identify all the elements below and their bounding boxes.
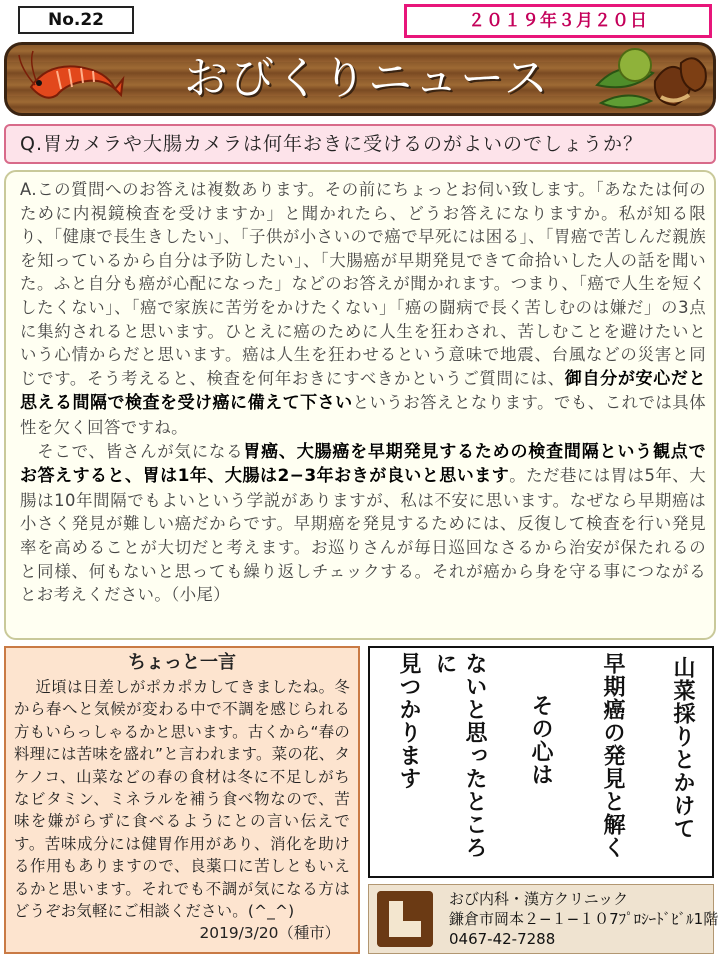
chestnut-icon xyxy=(591,45,709,115)
column-signature: 2019/3/20（種市） xyxy=(199,924,340,943)
column-box xyxy=(4,646,360,954)
riddle-box xyxy=(368,646,714,878)
riddle-line-1: 山菜採りとかけて xyxy=(670,656,696,840)
issue-date: ２０１９年３月２０日 xyxy=(404,4,712,38)
column-title: ちょっと一言 xyxy=(128,652,236,673)
column-body: 近頃は日差しがポカポカしてきましたね。冬から春へと気候が変わる中で不調を感じられる方もいらっしゃるかと思います。古くから“春の料理には苦味を盛れ”と言われます。菜の花、タケノコ、山菜などの春の食材は冬に不足しがちなビタミン、ミネラルを補う食べ物なので、苦味を嫌がらずに食べるようにとの言い伝えです。苦味成分には健胃作用があり、消化を助ける作用もありますので、良薬口に苦しともいえるかと思います。それでも不調が気になる方はどうぞお気軽にご相談ください。(^_^) xyxy=(14,678,350,921)
answer-paragraph-1: A.この質問へのお答えは複数あります。その前にちょっとお伺い致します。「あなたは何のために内視鏡検査を受けますか」と聞かれたら、どうお答えになりますか。私が知る限り、「健康で長生きしたい」、「子供が小さいので癌で早死には困る」、「胃癌で苦しんだ親族を知っているから自分は予防したい」、「大腸癌が早期発見できて命拾いした人の話を聞いた。ふと自分も癌が心配になった」などのお答えが聞かれます。つまり、「癌で人生を短くしたくない」、「癌で家族に苦労をかけたくない」「癌の闘病で長く苦しむのは嫌だ」の3点に集約されると思います。ひとえに癌のために人生を狂わされ、苦しむことを避けたいという心情からだと思います。癌は人生を狂わせるという意味で地震、台風などの災害と同じです。そう考えると、検査を何年おきにすべきかというご質問には、御自分が安心だと思える間隔で検査を受け癌に備えて下さいというお答えとなります。でも、これでは具体性を欠く回答ですね。 xyxy=(20,180,706,437)
clinic-address: 鎌倉市岡本２−１−１０7ﾌﾟﾛｼｰﾄﾞﾋﾞﾙ1階 xyxy=(449,910,719,928)
question-box: Q.胃カメラや大腸カメラは何年おきに受けるのがよいのでしょうか？ xyxy=(4,124,716,164)
answer-emphasis-2: 胃癌、大腸癌を早期発見するための検査間隔という観点でお答えすると、胃は1年、大腸は2−3年おきが良いと思います xyxy=(20,441,706,487)
clinic-phone: 0467-42-7288 xyxy=(449,930,556,948)
riddle-line-3: その心は xyxy=(528,694,554,786)
riddle-line-4: ないと思ったところに xyxy=(432,652,488,859)
riddle-line-2: 早期癌の発見と解く xyxy=(600,652,626,859)
shrimp-icon xyxy=(17,49,127,111)
answer-emphasis-1: 御自分が安心だと思える間隔で検査を受け癌に備えて下さい xyxy=(20,368,706,414)
newsletter-title: おびくりニュース xyxy=(184,53,550,104)
answer-paragraph-2: そこで、皆さんが気になる胃癌、大腸癌を早期発見するための検査間隔という観点でお答えすると、胃は1年、大腸は2−3年おきが良いと思います。ただ巷には胃は5年、大腸は10年間隔でもよいという学説がありますが、私は不安に思います。なぜなら早期癌は小さく発見が難しい癌だからです。早期癌を発見するためには、反復して検査を行い発見率を高めることが大切だと考えます。お巡りさんが毎日巡回なさるから治安が保たれるのと同様、何もないと思っても繰り返しチェックする。それが癌から身を守る事につながるとお考えください。（小尾） xyxy=(20,441,706,605)
answer-box xyxy=(4,170,716,640)
title-banner xyxy=(4,42,716,116)
issue-number: No.22 xyxy=(18,6,134,34)
clinic-footer xyxy=(368,884,719,954)
clinic-logo-icon xyxy=(377,891,433,947)
clinic-name: おび内科・漢方クリニック xyxy=(449,890,629,908)
riddle-line-5: 見つかります xyxy=(396,652,422,790)
